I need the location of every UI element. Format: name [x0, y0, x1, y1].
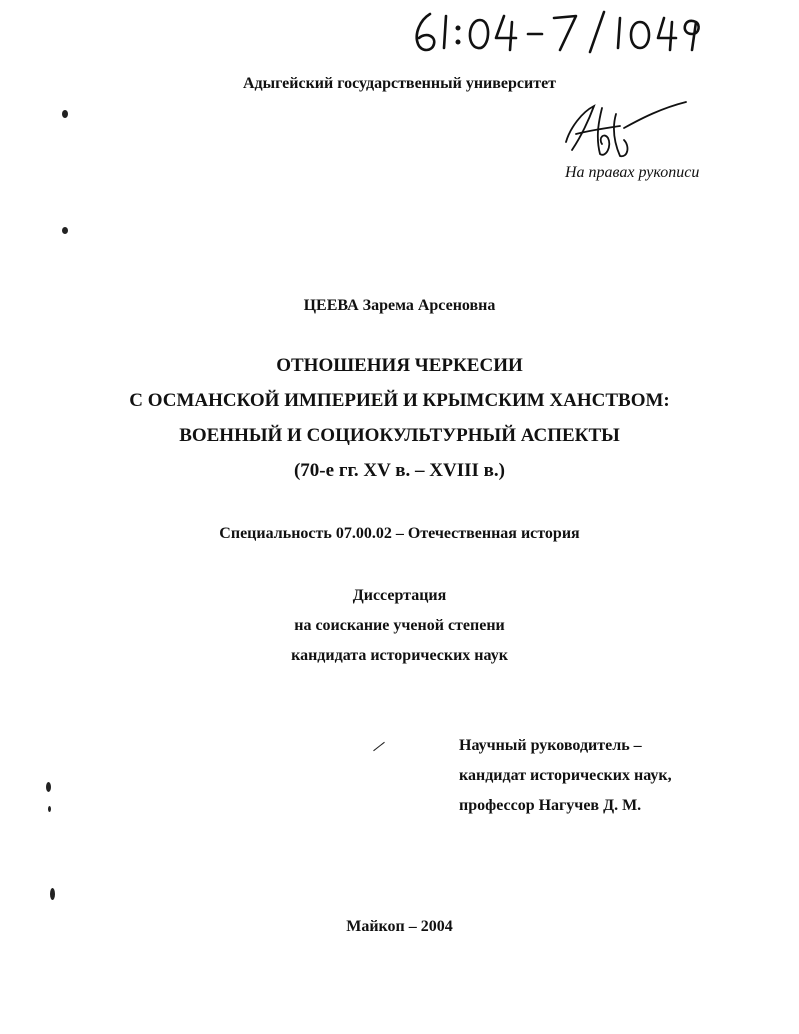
scan-speck — [48, 806, 51, 812]
title-line-3: ВОЕННЫЙ И СОЦИОКУЛЬТУРНЫЙ АСПЕКТЫ — [179, 425, 620, 446]
manuscript-rights-note: На правах рукописи — [565, 164, 700, 181]
degree-line-2: на соискание ученой степени — [294, 617, 505, 634]
handwritten-archive-number — [408, 8, 708, 56]
title-line-2: С ОСМАНСКОЙ ИМПЕРИЕЙ И КРЫМСКИМ ХАНСТВОМ: — [129, 390, 670, 411]
author-name: ЦЕЕВА Зарема Арсеновна — [303, 297, 496, 314]
specialty: Специальность 07.00.02 – Отечественная история — [219, 525, 580, 542]
title-line-4: (70-е гг. XV в. – XVIII в.) — [293, 460, 506, 481]
scan-speck — [373, 742, 385, 751]
scan-speck — [62, 227, 68, 234]
degree-line-3: кандидата исторических наук — [291, 647, 508, 664]
supervisor-line-2: кандидат исторических наук, — [459, 767, 672, 784]
supervisor-line-1: Научный руководитель – — [459, 737, 642, 754]
supervisor-line-3: профессор Нагучев Д. М. — [459, 797, 642, 814]
scan-speck — [46, 782, 51, 792]
place-and-year: Майкоп – 2004 — [346, 918, 453, 935]
degree-line-1: Диссертация — [352, 587, 447, 604]
title-line-1: ОТНОШЕНИЯ ЧЕРКЕСИИ — [276, 355, 523, 376]
university-name: Адыгейский государственный университет — [242, 75, 557, 92]
signature — [562, 98, 692, 164]
scan-speck — [50, 888, 55, 900]
scan-speck — [62, 110, 68, 118]
